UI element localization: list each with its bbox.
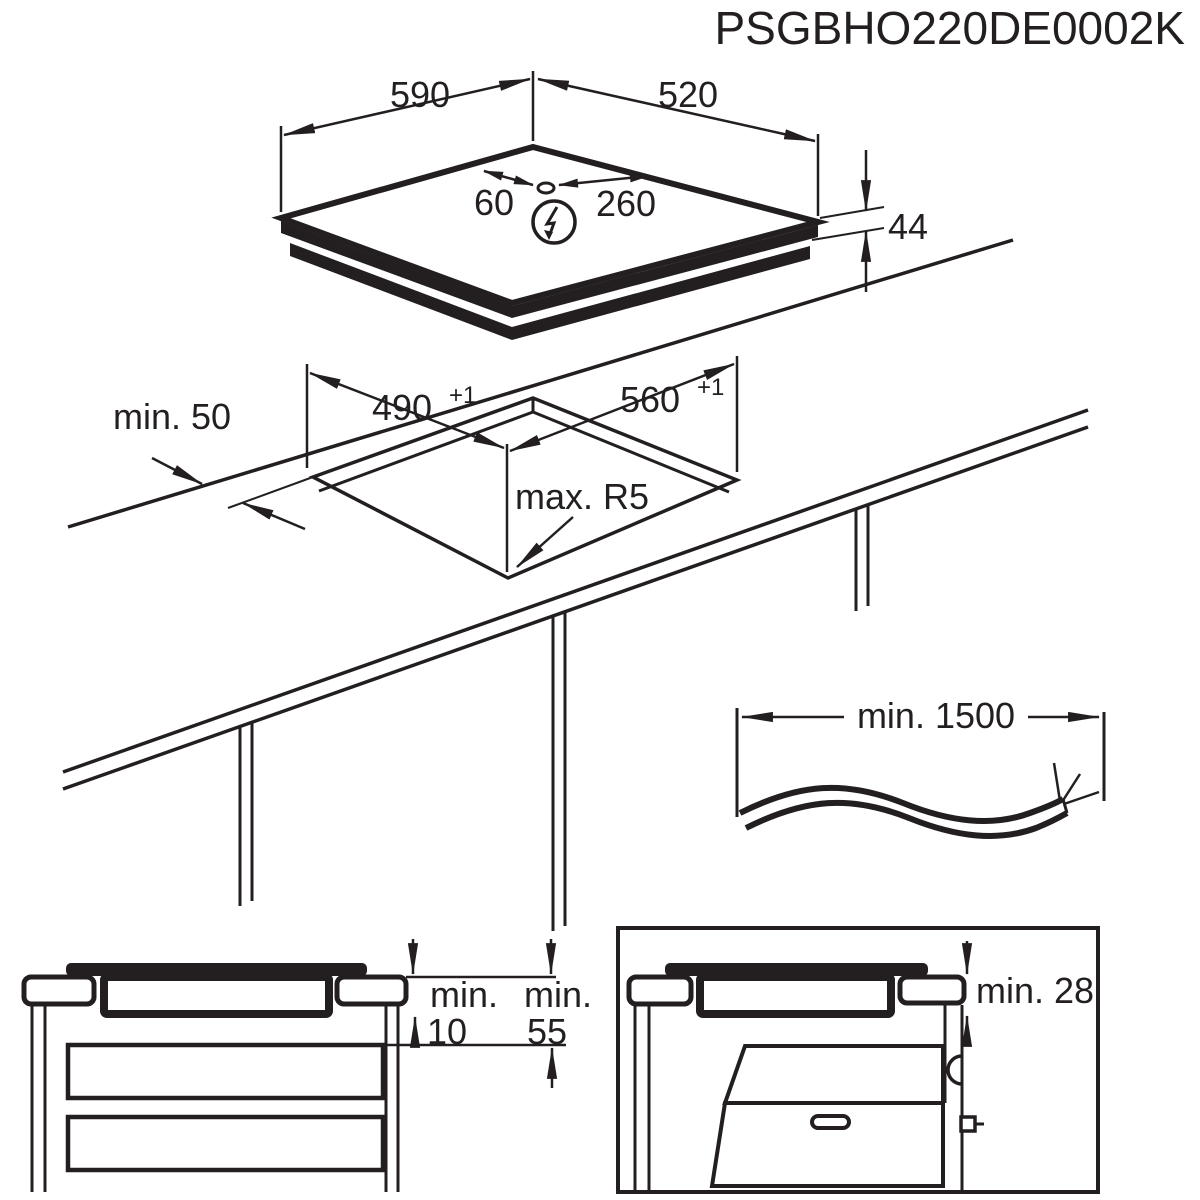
dimension-arrow	[152, 458, 202, 484]
drawer-front-1	[68, 1045, 383, 1098]
dimension-tolerance: +1	[449, 382, 477, 409]
worktop-section-left	[629, 977, 691, 1004]
model-number-title: PSGBHO220DE0002K	[714, 2, 1185, 54]
worktop-section-right	[337, 977, 406, 1004]
built-under-oven	[712, 1046, 984, 1186]
dimension-label: 560	[619, 379, 681, 420]
cable-view	[737, 695, 1104, 836]
dimension-label: min.	[523, 974, 593, 1015]
dimension-label: 44	[887, 206, 929, 247]
power-connection-icon	[533, 201, 575, 243]
mains-connector-icon	[961, 1117, 975, 1131]
dimension-label: 520	[657, 74, 719, 115]
cable-wire	[1062, 774, 1080, 802]
dimension-label: 60	[473, 182, 515, 223]
cabinet-oven-view	[618, 928, 1098, 1192]
dimension-label: 260	[595, 183, 657, 224]
cabinet-drawer-view	[24, 939, 592, 1192]
mains-cable-icon	[740, 763, 1099, 836]
worktop-cutout-view	[63, 356, 1088, 931]
dimension-label: min. 28	[976, 970, 1095, 1011]
oven-top-face	[725, 1046, 943, 1103]
worktop-section-left	[24, 977, 94, 1004]
cable-wire	[1054, 763, 1060, 801]
dimension-clearance-min55	[524, 939, 592, 1088]
dimension-width-590	[284, 74, 530, 135]
hob-body-section	[700, 977, 891, 1014]
dimension-cable-length-min1500	[742, 695, 1099, 736]
dimension-label: min. 50	[112, 396, 232, 437]
dimension-value: 10	[426, 1011, 468, 1052]
dimension-label: min.	[429, 974, 499, 1015]
oven-knob-arc	[948, 1056, 962, 1084]
dimension-label: 590	[389, 74, 451, 115]
extension-line	[228, 477, 313, 508]
dimension-depth-520	[538, 74, 815, 141]
hob-body-section	[104, 977, 329, 1014]
cable-entry-marker-icon	[538, 183, 554, 193]
dimension-tolerance: +1	[697, 374, 725, 401]
worktop-section-right	[900, 977, 964, 1003]
dimension-value: 55	[526, 1011, 568, 1052]
cabinet-wall-lines	[240, 506, 868, 931]
dimension-worktop-thickness-min28	[967, 941, 1094, 1040]
dimension-label: 490	[371, 387, 433, 428]
dimension-clearance-min10	[413, 939, 498, 1052]
hob-glass-section	[66, 963, 367, 976]
hob-glass-section	[665, 963, 928, 976]
cable-wire	[1064, 792, 1099, 804]
extension-line	[820, 207, 884, 218]
dimension-label: min. 1500	[856, 695, 1016, 736]
extension-line	[812, 228, 884, 240]
dimension-arrow	[243, 503, 305, 529]
oven-handle	[812, 1116, 849, 1128]
drawer-front-2	[68, 1117, 383, 1170]
dimension-label: max. R5	[514, 476, 650, 517]
